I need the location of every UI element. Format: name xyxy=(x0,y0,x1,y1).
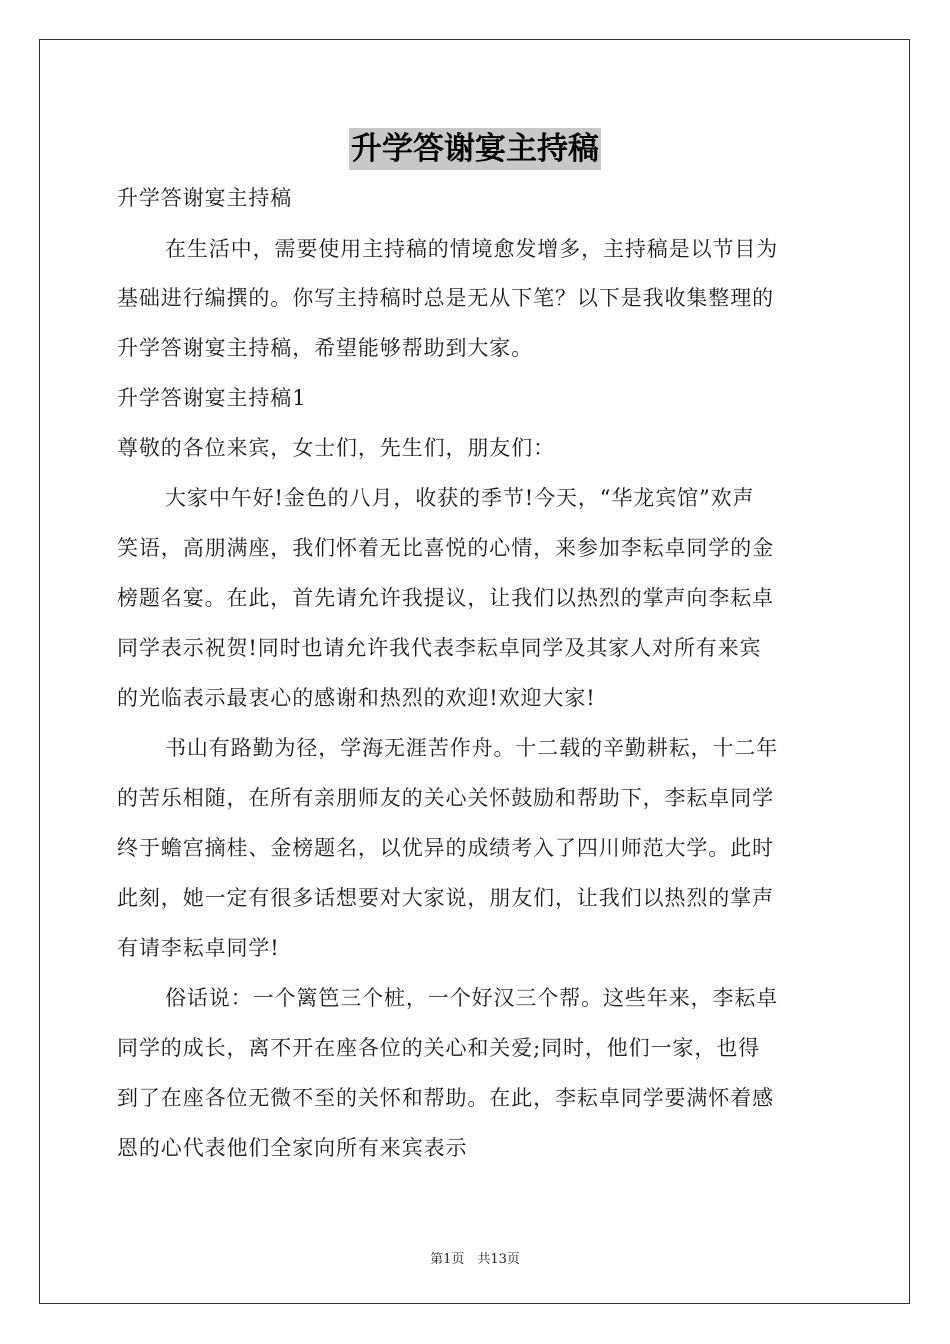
body-line-17: 俗话说：一个篱笆三个桩，一个好汉三个帮。这些年来，李耘卓 xyxy=(165,986,779,1010)
body-line-12: 书山有路勤为径，学海无涯苦作舟。十二载的辛勤耕耘，十二年 xyxy=(165,736,779,760)
body-line-14: 终于蟾宫摘桂、金榜题名，以优异的成绩考入了四川师范大学。此时 xyxy=(117,836,774,860)
section-heading: 升学答谢宴主持稿1 xyxy=(117,386,307,410)
body-line-20: 恩的心代表他们全家向所有来宾表示 xyxy=(117,1136,468,1160)
body-line-18: 同学的成长，离不开在座各位的关心和关爱;同时，他们一家，也得 xyxy=(117,1036,761,1060)
body-line-4: 升学答谢宴主持稿，希望能够帮助到大家。 xyxy=(117,336,534,360)
document-title: 升学答谢宴主持稿 xyxy=(349,128,601,170)
body-line-19: 到了在座各位无微不至的关怀和帮助。在此，李耘卓同学要满怀着感 xyxy=(117,1086,774,1110)
title-container xyxy=(117,128,833,170)
body-line-11: 的光临表示最衷心的感谢和热烈的欢迎!欢迎大家! xyxy=(117,686,596,710)
page-footer: 第1页 共13页 xyxy=(430,1252,520,1267)
body-line-7: 大家中午好!金色的八月，收获的季节!今天，“华龙宾馆”欢声 xyxy=(165,486,755,510)
body-line-16: 有请李耘卓同学! xyxy=(117,936,280,960)
page-border xyxy=(39,39,910,1304)
body-line-13: 的苦乐相随，在所有亲朋师友的关心关怀鼓励和帮助下，李耘卓同学 xyxy=(117,786,774,810)
body-line-9: 榜题名宴。在此，首先请允许我提议，让我们以热烈的掌声向李耘卓 xyxy=(117,586,774,610)
body-line-1: 升学答谢宴主持稿 xyxy=(117,186,293,210)
body-line-3: 基础进行编撰的。你写主持稿时总是无从下笔？以下是我收集整理的 xyxy=(117,286,774,310)
body-line-2: 在生活中，需要使用主持稿的情境愈发增多，主持稿是以节目为 xyxy=(165,237,779,261)
body-line-15: 此刻，她一定有很多话想要对大家说，朋友们，让我们以热烈的掌声 xyxy=(117,886,774,910)
salutation: 尊敬的各位来宾，女士们，先生们，朋友们： xyxy=(117,436,555,460)
body-line-8: 笑语，高朋满座，我们怀着无比喜悦的心情，来参加李耘卓同学的金 xyxy=(117,536,774,560)
body-line-10: 同学表示祝贺!同时也请允许我代表李耘卓同学及其家人对所有来宾 xyxy=(117,636,762,660)
